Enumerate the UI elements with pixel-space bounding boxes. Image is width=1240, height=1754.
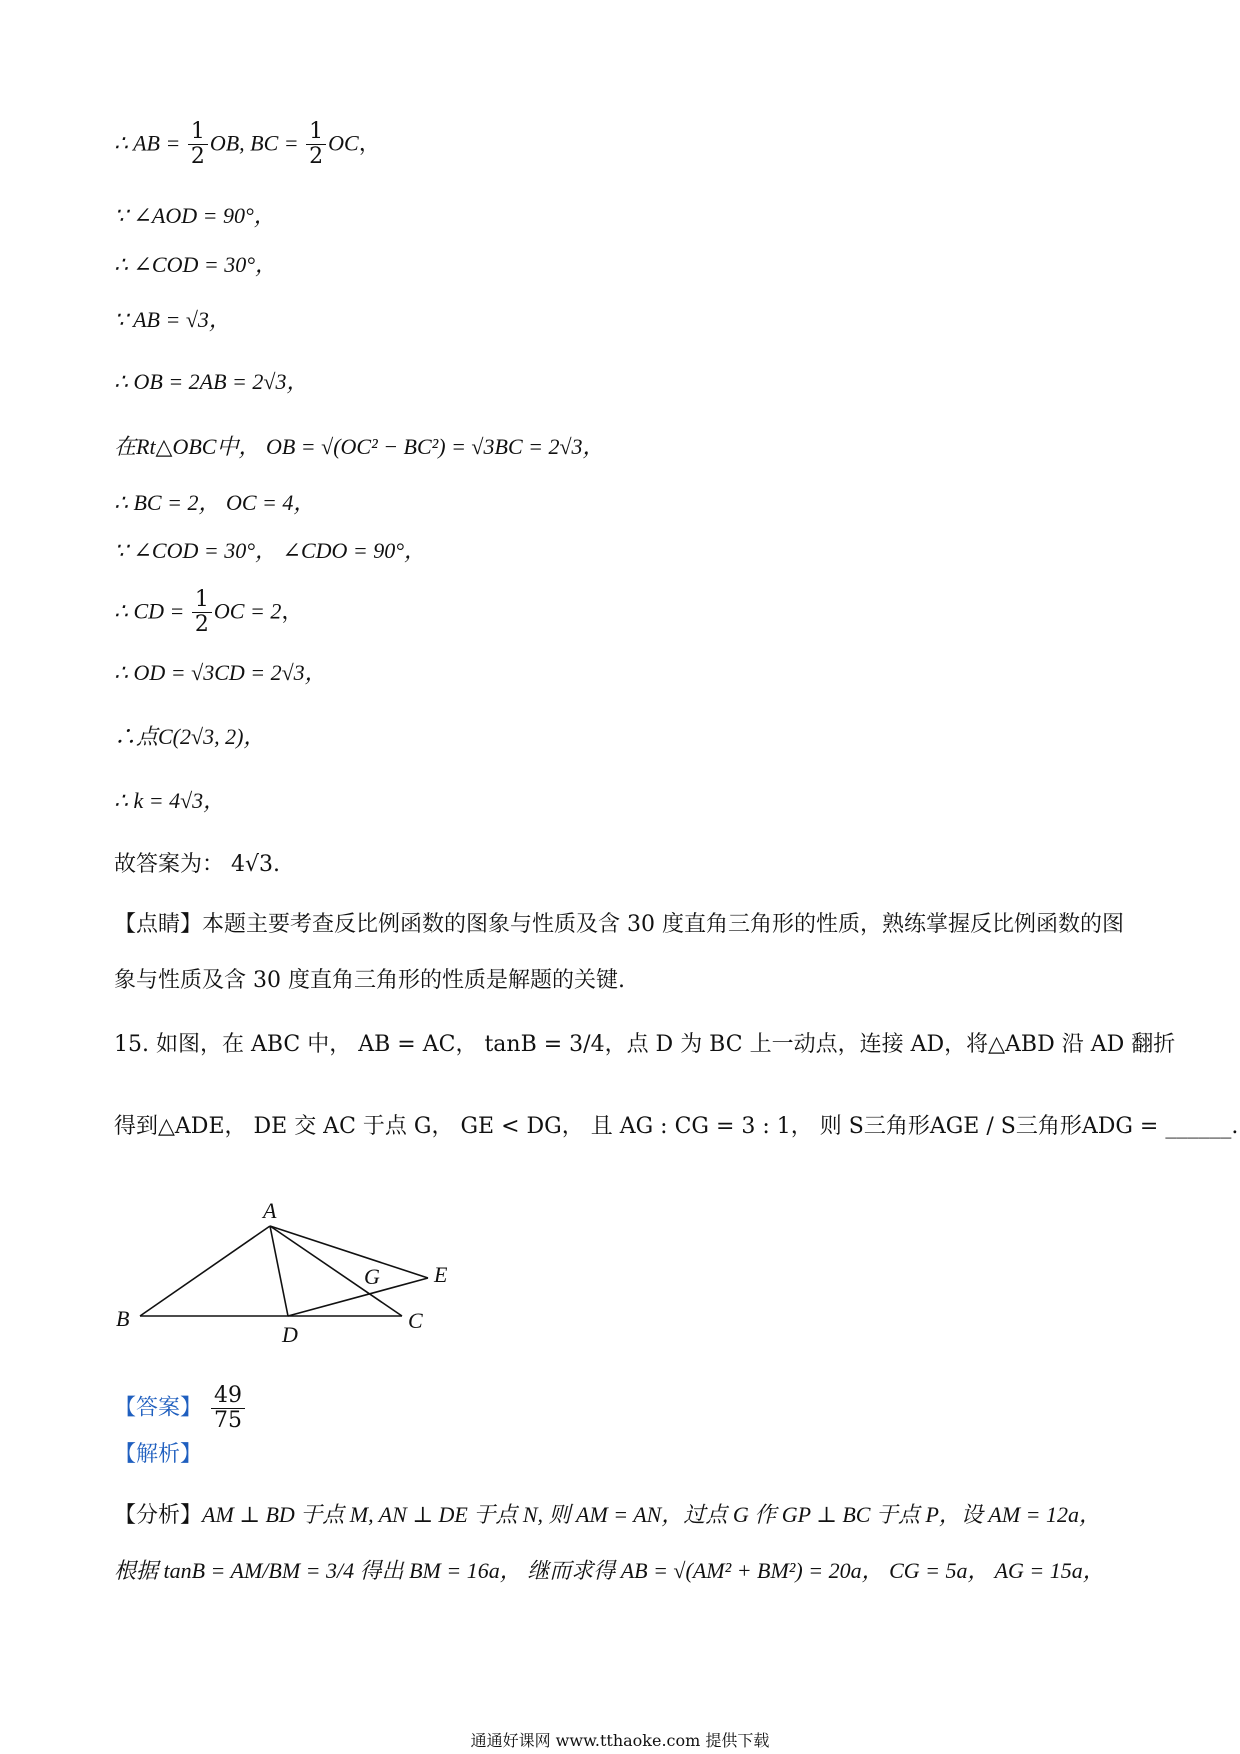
fenxi-text-1: AM ⊥ BD 于点 M, AN ⊥ DE 于点 N, 则 AM = AN，过点 G 作 GP ⊥ BC 于点 P，设 AM = 12a， [202, 1502, 1102, 1527]
fenxi-line-2: 根据 tanB = AM/BM = 3/4 得出 BM = 16a， 继而求得 AB = √(AM² + BM²) = 20a， CG = 5a， AG = 15a， [114, 1558, 1105, 1583]
q15-line-1: 15. 如图，在 ABC 中， AB = AC， tanB = 3/4，点 D 为 BC 上一动点，连接 AD，将△ABD 沿 AD 翻折 [114, 1032, 1176, 1057]
line-9: ∴ CD = $\frac{1}{2}$ OC = 2， [114, 587, 304, 637]
line-12: ∴ k = 4√3， [114, 788, 226, 813]
answer-numerator: 49 [211, 1384, 245, 1409]
line-10: ∴ OD = √3CD = 2√3， [114, 660, 327, 685]
label-a: A [263, 1198, 277, 1223]
dianjing-label: 【点睛】 [114, 912, 203, 937]
line-13: 故答案为： 4√3. [114, 852, 280, 877]
label-b: B [116, 1306, 130, 1331]
segment-ae [270, 1226, 428, 1278]
answer-label: 【答案】 [114, 1395, 203, 1421]
line-2: ∵ ∠AOD = 90°， [114, 203, 276, 228]
label-d: D [282, 1322, 298, 1347]
line-5: ∴ OB = 2AB = 2√3， [114, 369, 309, 394]
line-8: ∵ ∠COD = 30°， ∠CDO = 90°， [114, 538, 427, 563]
answer-fraction [211, 1384, 245, 1433]
segment-de [288, 1278, 428, 1316]
fenxi-line-1 [114, 1500, 1101, 1531]
dianjing-line-1 [114, 910, 1124, 940]
label-e: E [434, 1262, 448, 1287]
dianjing-text-1: 本题主要考查反比例函数的图象与性质及含 30 度直角三角形的性质，熟练掌握反比例函数的图 [202, 912, 1124, 937]
fenxi-label: 【分析】 [114, 1503, 203, 1528]
label-c: C [408, 1308, 423, 1333]
label-g: G [364, 1264, 380, 1289]
page-footer: 通通好课网 www.tthaoke.com 提供下载 [470, 1731, 770, 1750]
segment-ab [140, 1226, 270, 1316]
answer-denominator: 75 [214, 1408, 243, 1433]
line-11: ∴点C(2√3, 2)， [114, 724, 266, 749]
line-1: ∴ AB = $\frac{1}{2}$ OB, BC = $\frac{1}{2}$ OC， [114, 119, 381, 169]
line-4: ∵ AB = √3， [114, 307, 231, 332]
jiexi-label: 【解析】 [114, 1442, 203, 1467]
dianjing-line-2: 象与性质及含 30 度直角三角形的性质是解题的关键. [114, 968, 625, 993]
geometry-diagram [110, 1180, 470, 1350]
line-7: ∴ BC = 2， OC = 4， [114, 490, 316, 515]
q15-line-2: 得到△ADE， DE 交 AC 于点 G， GE < DG， 且 AG : CG = 3 : 1， 则 S三角形AGE / S三角形ADG = ______. [114, 1114, 1239, 1139]
segment-ad [270, 1226, 288, 1316]
line-3: ∴ ∠COD = 30°， [114, 252, 278, 277]
answer-line [114, 1384, 247, 1433]
line-6: 在Rt△OBC中， OB = √(OC² − BC²) = √3BC = 2√3， [114, 434, 605, 459]
